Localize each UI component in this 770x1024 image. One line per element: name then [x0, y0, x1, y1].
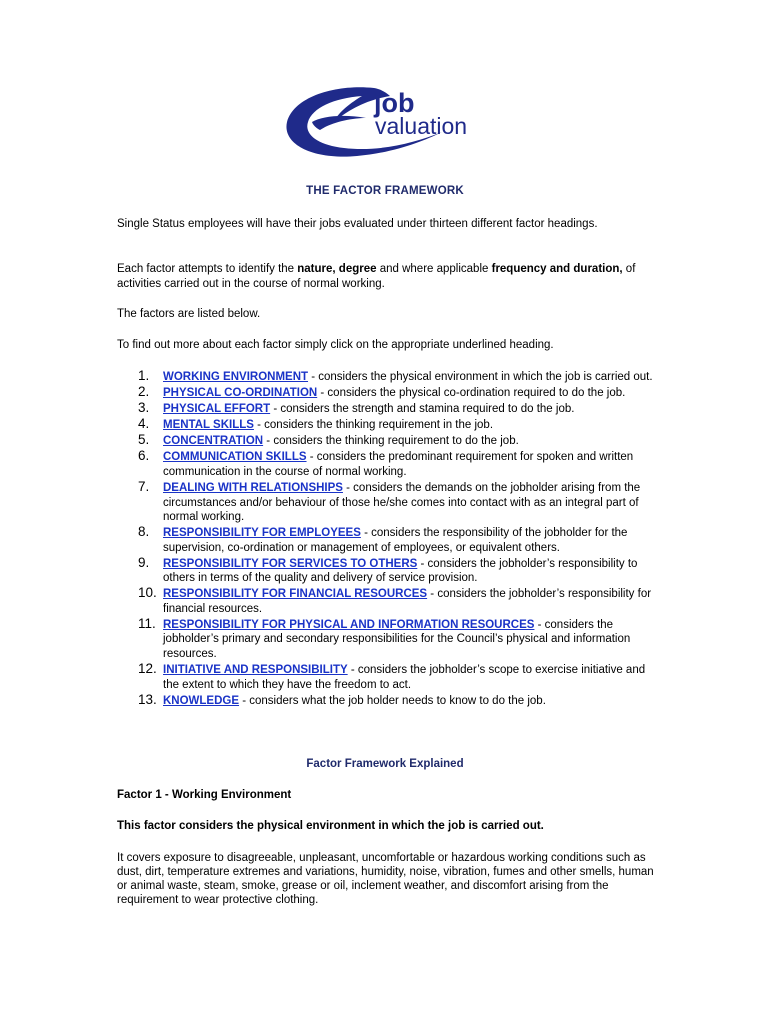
factor-item-9: [117, 554, 657, 586]
factor-link-responsibility-for-physical-information-resources[interactable]: RESPONSIBILITY FOR PHYSICAL AND INFORMATION RESOURCES: [163, 618, 535, 631]
intro-paragraph-3: The factors are listed below.: [117, 308, 261, 320]
factor-description: - considers the jobholder’s primary and secondary responsibilities for the Council’s physical and information resources.: [163, 618, 631, 660]
factor-link-dealing-with-relationships[interactable]: DEALING WITH RELATIONSHIPS: [163, 482, 343, 495]
page-title: THE FACTOR FRAMEWORK: [306, 185, 464, 197]
p2-bold-nature-degree: nature, degree: [297, 263, 377, 275]
factor-number: 8.: [138, 524, 150, 540]
factor-description: - considers the responsibility of the jobholder for the supervision, co-ordination or management of employees, or equivalent others.: [163, 527, 628, 554]
factor-item-7: [117, 481, 657, 525]
factor-description: - considers the strength and stamina required to do the job.: [270, 403, 575, 416]
factor-link-mental-skills[interactable]: MENTAL SKILLS: [163, 419, 254, 432]
factor-link-responsibility-for-services[interactable]: RESPONSIBILITY FOR SERVICES TO OTHERS: [163, 557, 418, 570]
factor-number: 11.: [138, 615, 156, 631]
p2-text-e: of activities carried out in the course of normal working.: [117, 263, 636, 290]
factor-item-13: [117, 691, 657, 709]
factor-link-responsibility-for-employees[interactable]: RESPONSIBILITY FOR EMPLOYEES: [163, 527, 361, 540]
factor-number: 10.: [138, 585, 157, 601]
factor-description: - considers the physical environment in which the job is carried out.: [308, 371, 653, 383]
factor-item-6: [117, 450, 657, 479]
factor-item-2: [117, 386, 657, 401]
factor-list: [117, 370, 657, 710]
factor-number: 6.: [138, 448, 150, 464]
factor-description: - considers the jobholder’s responsibility for financial resources.: [163, 588, 652, 615]
factor-number: 7.: [138, 479, 150, 495]
intro-paragraph-1: Single Status employees will have their jobs evaluated under thirteen different factor headings.: [117, 218, 598, 230]
factor-link-responsibility-for-financial-resources[interactable]: RESPONSIBILITY FOR FINANCIAL RESOURCES: [163, 588, 428, 601]
factor-description: - considers the thinking requirement in the job.: [253, 419, 494, 432]
factor-number: 12.: [138, 661, 157, 677]
factor-item-1: [117, 370, 657, 385]
factor-description: - considers the thinking requirement to do the job.: [263, 435, 519, 448]
factor-number: 2.: [138, 384, 150, 400]
factor-1-heading: Factor 1 - Working Environment: [117, 789, 292, 801]
factor-link-initiative-and-responsibility[interactable]: INITIATIVE AND RESPONSIBILITY: [163, 664, 348, 677]
job-evaluation-logo: [282, 82, 492, 164]
factor-1-body: It covers exposure to disagreeable, unpleasant, uncomfortable or hazardous working conditions such as dust, dirt, temperature extremes and variations, humidity, noise, vibration, fumes and other smells, human or animal waste, steam, smoke, grease or oil, inclement weather, and discomfort arising from the requirement to wear protective clothing.: [117, 852, 654, 906]
factor-description: - considers the predominant requirement for spoken and written communication in the course of normal working.: [163, 451, 634, 478]
factor-item-4: [117, 418, 657, 433]
factor-item-8: [117, 526, 657, 555]
factor-link-communication-skills[interactable]: COMMUNICATION SKILLS: [163, 451, 307, 464]
factor-item-5: [117, 434, 657, 449]
section-title-explained: Factor Framework Explained: [306, 758, 464, 770]
factor-description: - considers the jobholder’s responsibility to others in terms of the quality and delivery of service provision.: [163, 557, 638, 585]
factor-item-11: [117, 615, 657, 662]
factor-link-working-environment[interactable]: WORKING ENVIRONMENT: [163, 371, 309, 383]
factor-item-3: [117, 402, 657, 417]
factor-number: 4.: [138, 416, 150, 432]
intro-paragraph-2: [117, 262, 647, 291]
factor-number: 3.: [138, 400, 150, 416]
factor-number: 13.: [138, 691, 157, 707]
factor-number: 9.: [138, 554, 150, 570]
factor-number: 5.: [138, 432, 150, 448]
factor-link-knowledge[interactable]: KNOWLEDGE: [163, 694, 240, 707]
p2-bold-frequency-duration: frequency and duration,: [491, 263, 623, 275]
factor-item-10: [117, 587, 657, 616]
factor-1-summary: This factor considers the physical environment in which the job is carried out.: [117, 820, 544, 832]
p2-text-a: Each factor attempts to identify the: [117, 263, 298, 275]
factor-item-12: [117, 663, 657, 692]
factor-description: - considers the demands on the jobholder arising from the circumstances and/or behaviour of those he/she comes into contact with as an integral part of normal working.: [163, 482, 641, 524]
factor-description: - considers the jobholder’s scope to exercise initiative and the extent to which they have the freedom to act.: [163, 664, 646, 691]
factor-link-physical-effort[interactable]: PHYSICAL EFFORT: [163, 403, 271, 416]
factor-description: - considers what the job holder needs to know to do the job.: [239, 694, 546, 707]
intro-paragraph-4: To find out more about each factor simply click on the appropriate underlined heading.: [117, 339, 554, 351]
factor-link-physical-coordination[interactable]: PHYSICAL CO-ORDINATION: [163, 387, 318, 400]
logo-text-job: job: [374, 88, 415, 118]
logo-text-valuation: valuation: [375, 113, 468, 139]
p2-text-c: and where applicable: [376, 263, 492, 275]
factor-description: - considers the physical co-ordination required to do the job.: [317, 387, 626, 400]
factor-number: 1.: [138, 368, 150, 383]
factor-link-concentration[interactable]: CONCENTRATION: [163, 435, 264, 448]
